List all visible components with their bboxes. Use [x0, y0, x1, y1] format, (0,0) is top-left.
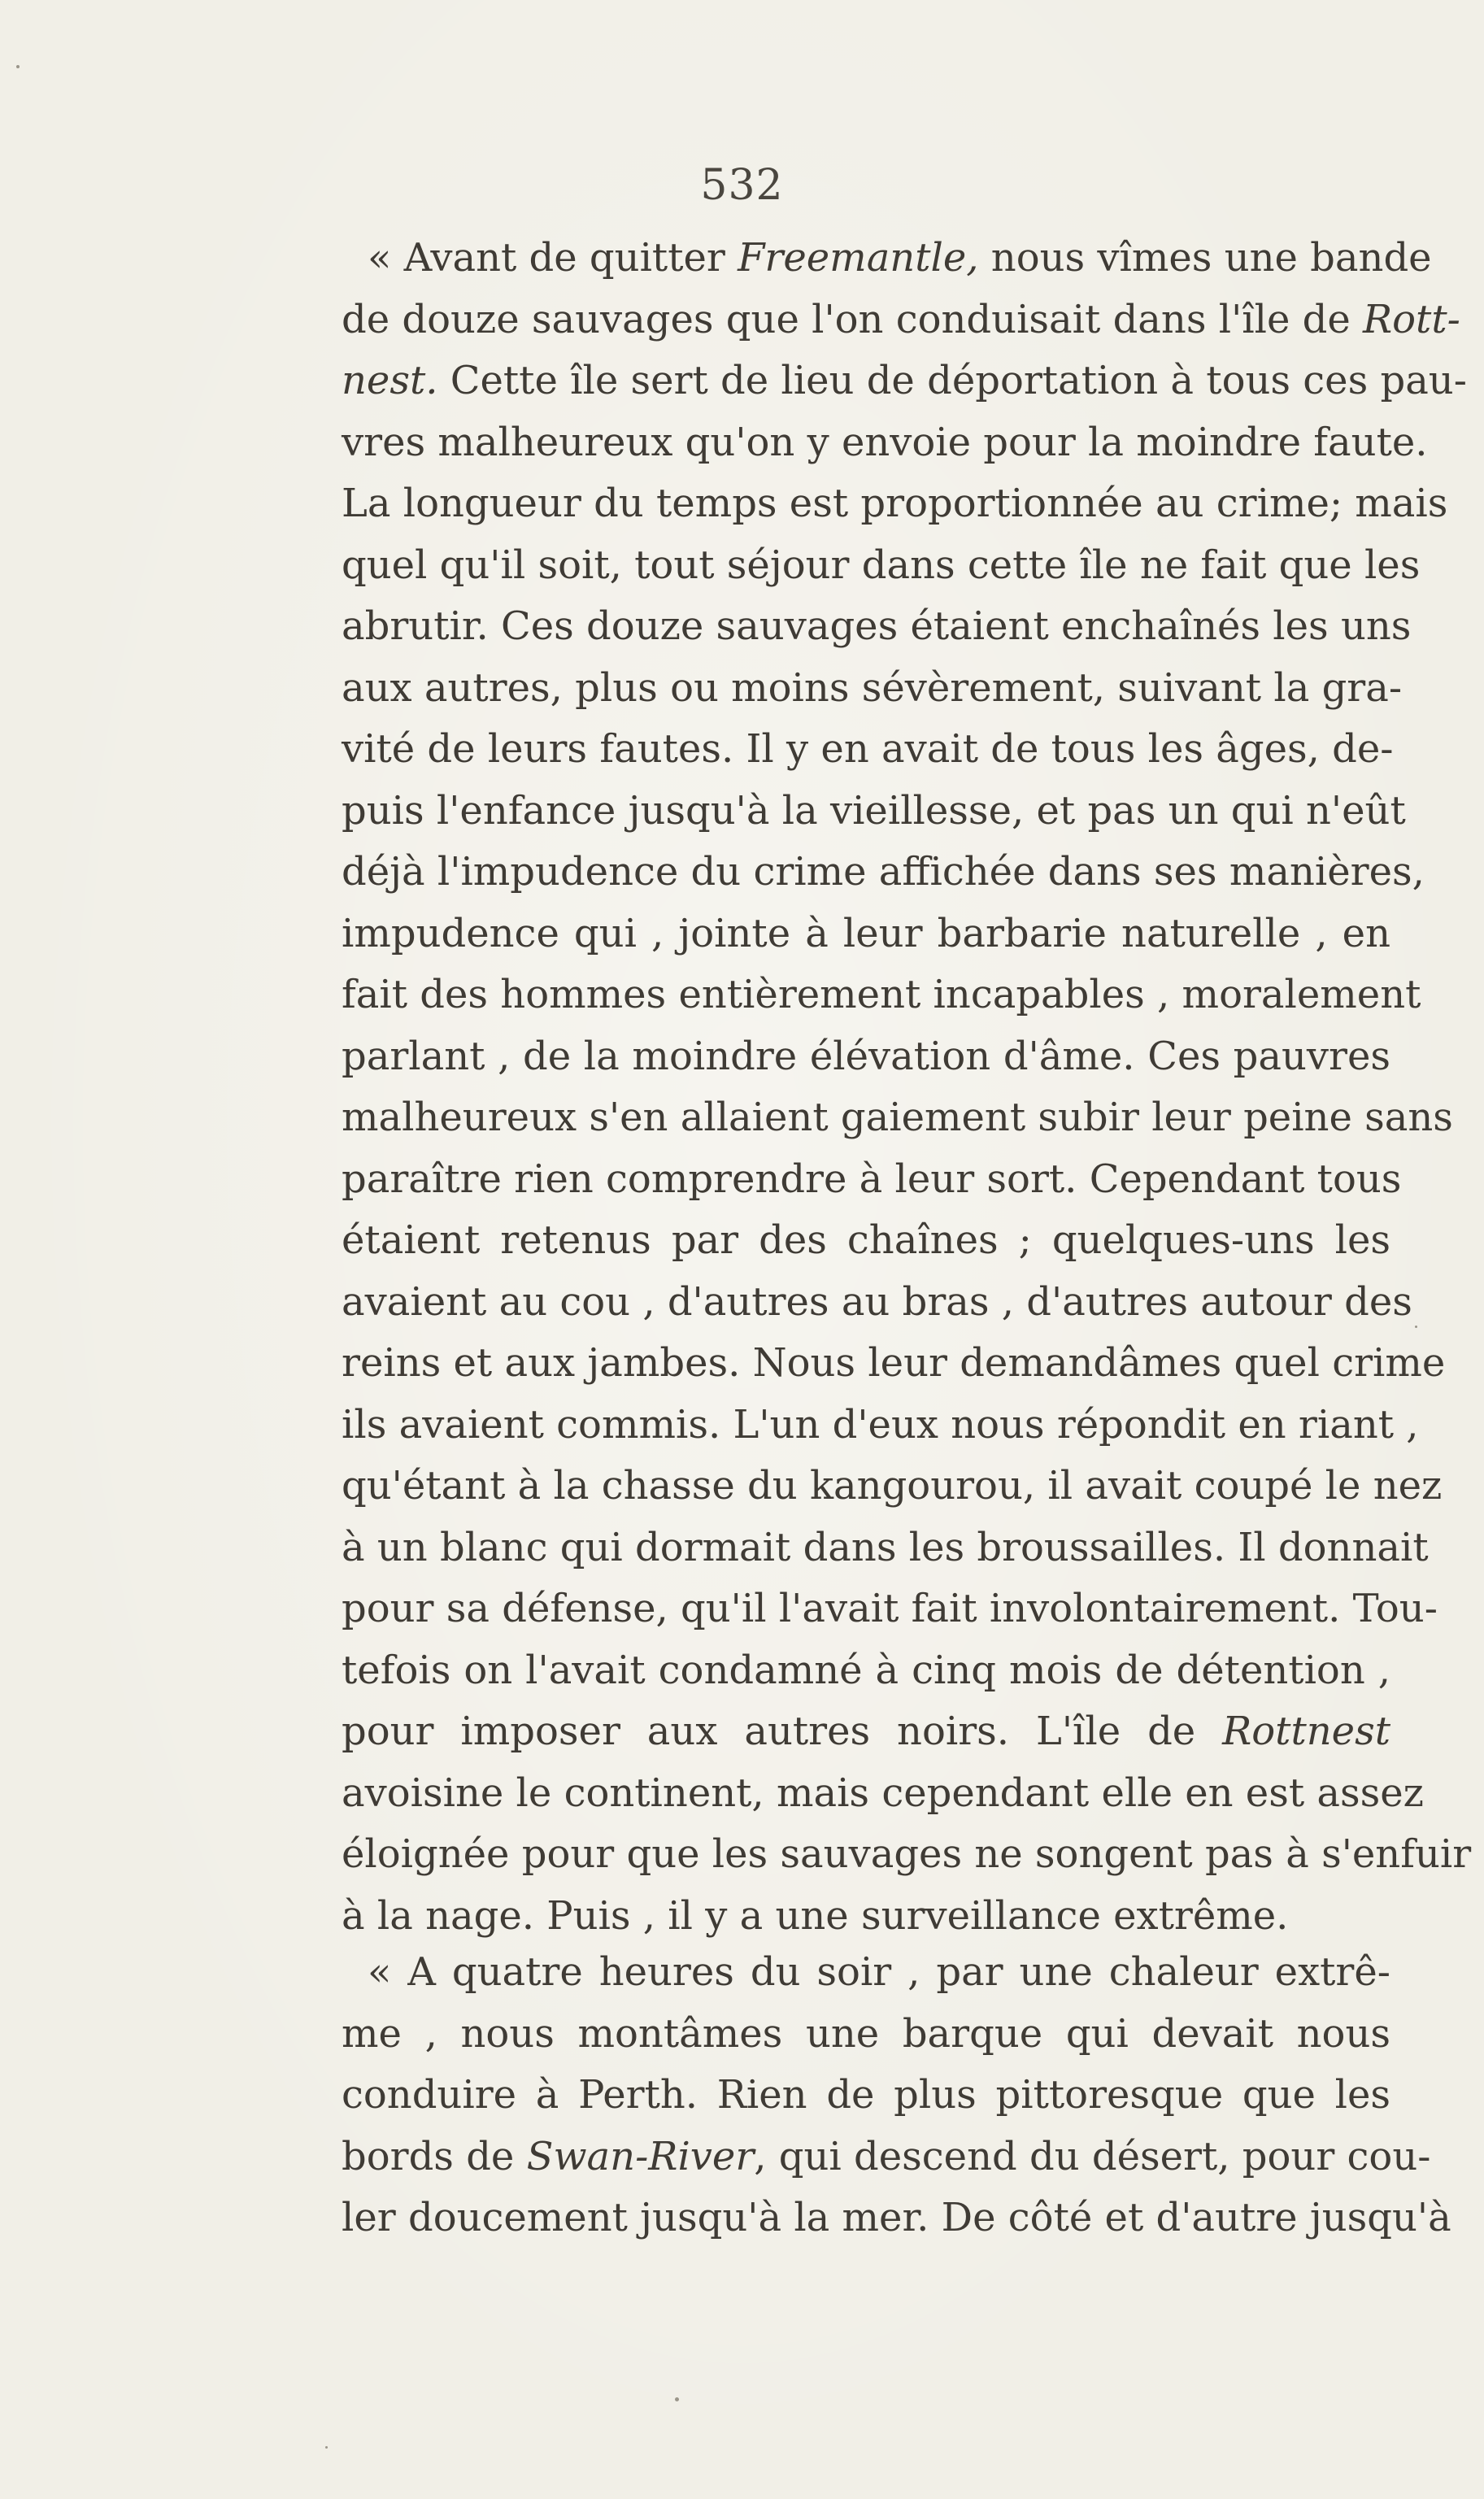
text-run: déjà l'impudence du crime affichée dans ses manières, — [342, 849, 1425, 895]
text-run: avaient au cou , d'autres au bras , d'autres autour des — [342, 1278, 1412, 1325]
text-run: avoisine le continent, mais cependant elle en est assez — [342, 1770, 1424, 1816]
text-line — [342, 658, 1403, 720]
text-line — [342, 1701, 1390, 1763]
text-run: , qui descend du désert, pour cou- — [754, 2133, 1431, 2179]
text-line — [342, 1824, 1472, 1886]
text-line — [342, 1149, 1402, 1211]
text-line — [342, 2004, 1390, 2066]
text-line — [342, 1640, 1390, 1702]
text-run: de douze sauvages que l'on conduisait dans l'île de — [342, 296, 1364, 342]
text-run: ils avaient commis. L'un d'eux nous répondit en riant , — [342, 1401, 1419, 1448]
text-run: parlant , de la moindre élévation d'âme. Ces pauvres — [342, 1033, 1390, 1079]
text-line — [342, 2065, 1390, 2127]
text-run: quel qu'il soit, tout séjour dans cette île ne fait que les — [342, 542, 1421, 588]
text-line — [342, 1886, 1390, 1948]
italic-text: Rott- — [1363, 296, 1460, 342]
text-line — [342, 596, 1412, 658]
page-number: 532 — [700, 161, 784, 210]
paragraph-2 — [342, 1942, 1451, 2249]
text-line — [342, 290, 1460, 351]
text-line — [342, 1456, 1443, 1517]
text-line — [342, 1087, 1453, 1149]
text-line — [342, 1333, 1446, 1395]
text-run: aux autres, plus ou moins sévèrement, suivant la gra- — [342, 664, 1403, 711]
text-line — [342, 473, 1448, 535]
text-run: vité de leurs fautes. Il y en avait de tous les âges, de- — [342, 726, 1394, 772]
text-line — [342, 964, 1421, 1026]
text-line — [342, 1395, 1419, 1456]
text-line — [342, 350, 1467, 412]
text-run: « Avant de quitter — [368, 235, 738, 281]
text-line — [342, 228, 1432, 290]
text-run: conduire à Perth. Rien de plus pittoresque que les — [342, 2072, 1390, 2118]
text-line — [342, 535, 1421, 597]
italic-text: Rottnest — [1222, 1709, 1390, 1754]
italic-text: Swan-River — [526, 2133, 755, 2179]
text-run: à un blanc qui dormait dans les broussailles. Il donnait — [342, 1524, 1429, 1570]
text-run: vres malheureux qu'on y envoie pour la moindre faute. — [342, 419, 1428, 465]
text-run: qu'étant à la chasse du kangourou, il avait coupé le nez — [342, 1463, 1443, 1509]
text-run: me , nous montâmes une barque qui devait nous — [342, 2010, 1390, 2057]
text-line — [342, 781, 1406, 842]
text-run: fait des hommes entièrement incapables , moralement — [342, 972, 1421, 1017]
text-run: impudence qui , jointe à leur barbarie naturelle , en — [342, 910, 1390, 956]
text-line — [342, 842, 1425, 903]
italic-text: Freemantle, — [738, 235, 979, 281]
text-line — [342, 719, 1394, 781]
paper-speck — [675, 2397, 679, 2401]
text-run: Cette île sert de lieu de déportation à tous ces pau- — [437, 358, 1467, 403]
text-line — [342, 903, 1390, 965]
text-run: nous vîmes une bande — [978, 235, 1432, 281]
paragraph-1 — [342, 228, 1472, 1947]
text-run: étaient retenus par des chaînes ; quelques-uns les — [342, 1217, 1390, 1263]
text-run: La longueur du temps est proportionnée au crime; mais — [342, 481, 1448, 526]
text-line — [342, 412, 1428, 474]
text-line — [342, 1942, 1390, 2004]
text-run: à la nage. Puis , il y a une surveillance extrême. — [342, 1892, 1289, 1939]
text-line — [342, 2127, 1431, 2188]
text-line — [342, 2188, 1451, 2249]
text-run: ler doucement jusqu'à la mer. De côté et d'autre jusqu'à — [342, 2195, 1451, 2240]
text-run: reins et aux jambes. Nous leur demandâmes quel crime — [342, 1340, 1446, 1386]
text-run: « A quatre heures du soir , par une chaleur extrê- — [368, 1949, 1390, 1995]
text-line — [342, 1026, 1390, 1088]
text-run: bords de — [342, 2133, 527, 2179]
text-line — [342, 1517, 1429, 1579]
text-run: pour sa défense, qu'il l'avait fait involontairement. Tou- — [342, 1586, 1438, 1631]
text-run: tefois on l'avait condamné à cinq mois de détention , — [342, 1647, 1390, 1693]
text-line — [342, 1763, 1424, 1825]
paper-speck — [325, 2446, 328, 2449]
text-line — [342, 1272, 1412, 1334]
text-line — [342, 1210, 1390, 1272]
italic-text: nest. — [342, 358, 438, 403]
text-run: abrutir. Ces douze sauvages étaient enchaînés les uns — [342, 603, 1412, 649]
paper-speck — [1415, 1326, 1417, 1328]
paper-speck — [16, 65, 20, 68]
text-run: paraître rien comprendre à leur sort. Cependant tous — [342, 1156, 1402, 1202]
text-line — [342, 1578, 1438, 1640]
text-run: puis l'enfance jusqu'à la vieillesse, et pas un qui n'eût — [342, 787, 1406, 834]
text-run: pour imposer aux autres noirs. L'île de — [342, 1709, 1223, 1754]
text-run: éloignée pour que les sauvages ne songent pas à s'enfuir — [342, 1831, 1472, 1877]
text-run: malheureux s'en allaient gaiement subir leur peine sans — [342, 1095, 1453, 1140]
